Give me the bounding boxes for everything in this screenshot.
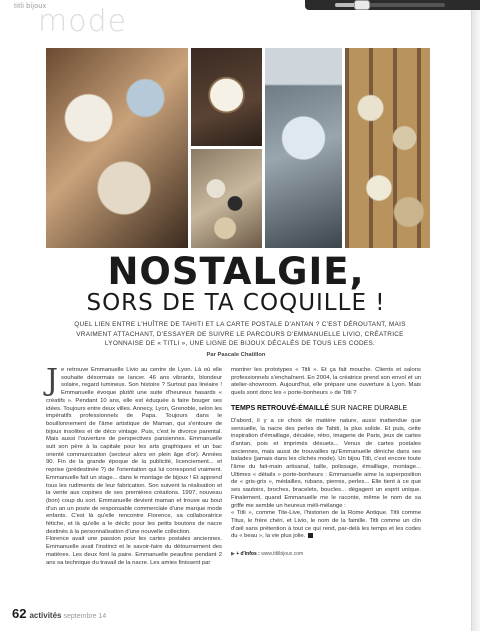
viewer-toolbar xyxy=(305,0,480,10)
zoom-slider[interactable] xyxy=(335,3,445,7)
page-edge xyxy=(472,0,480,631)
paragraph xyxy=(46,363,222,536)
page-number: 62 xyxy=(12,606,27,621)
info-label: + d'infos : xyxy=(236,551,260,558)
paragraph-text: e retrouve Emmanuelle Livio au centre de Lyon. Là où elle souhaite désormais se lancer. 46 ans vibrants, blondeur solaire, regard lumineux. Son histoire ? Surtout pas linéaire ! Emmanuelle évoque plutôt une suite d'heureux hasards « créatifs ». Pendant 10 ans, elle est éduquée à faire bouger ses idées. Toujours entre deux villes. Annecy, Lyon, Grenoble, selon les impératifs professionnels de Papa. Toujours dans le bouillonnement de l'âme artistique de Maman, qui s'entoure de bijoux insolites et de déco vintage. Puis, c'est le divorce parental. Mais aussi l'ouverture de perspectives parisiennes. Emmanuelle suit son père à la capitale pour les arts graphiques et un bac orienté communication (secteur alors en plein âge d'or). Années 90. Fin de la grande époque de la publicité, licenciement... et reprise (prédestinée ?) de l'orientation qui lui correspond vraiment. Emmanuelle fait un stage... dans le montage de bijoux ! Et apprend tous les rudiments de leur fabrication. Son suivent la réalisation et la vente aux copines de ses premières créations. 1997, nouveau (bon) coup du sort. Emmanuelle devient maman et trouve au bout d'un an un poste de responsable commerciale d'une marque mode enfants. C'est là qu'elle rencontre Florence, sa collaboratrice fétiche, et là qu'elle a le déclic pour les petits boutons de nacre destinés à la personnalisation d'une nouvelle collection. xyxy=(46,367,222,535)
info-line xyxy=(231,551,421,559)
paragraph: D'abord, il y a ce choix de matière nature, aussi inattendue que sensuelle, la nacre des perles de Tahiti, la plus solide. Et puis, cette inspiration d'émaillage, décalée, rétro, imagerie de Paris, jeux de cartes d'antan, pois et imprimés désuets... Venus de cartes postales anciennes, mais aussi de trouvailles qu'Emmanuelle déniche dans ses balades (jamais dans les clichés mode). Un bijou Titli, c'est encore toute l'âme du fait-main artisanal, taille, polissage, émaillage, montage... Ultimes « détails » porte-bonheurs : Emmanuelle aime la superposition de « gris-gris », médailles, rubans, pierres, perles... Elle tient à ce que ses sautoirs, broches, bracelets, boucles... dégagent un esprit unique. Finalement, quand Emmanuelle me le raconte, même le nom de sa griffe me semble un heureux méli-mélange : xyxy=(231,417,421,509)
article-lead: QUEL LIEN ENTRE L'HUÎTRE DE TAHITI ET LA CARTE POSTALE D'ANTAN ? C'EST DÉROUTANT, MAIS VRAIMENT ATTACHANT, D'ESSAYER DE SUIVRE LE PARCOURS D'EMMANUELLE LIVIO, CRÉATRICE LYONNAISE DE « TITLI », UNE LIGNE DE BIJOUX DÉCALÉS DE TOUS LES CODES. xyxy=(74,321,406,347)
photo-round-pendant xyxy=(191,48,262,146)
paragraph xyxy=(231,510,421,541)
info-url[interactable]: www.titlibijoux.com xyxy=(261,551,304,558)
rubric-big-label: mode xyxy=(38,4,128,39)
rubric-small-label: titli bijoux xyxy=(14,3,47,10)
photo-collage xyxy=(46,48,430,248)
page-footer xyxy=(12,605,106,623)
photo-hanging-pendants xyxy=(345,48,430,248)
body-column-left xyxy=(46,363,222,567)
paragraph: Florence avait une passion pour les cartes postales anciennes. Emmanuelle avait l'instinct et le savoir-faire du détournement des matières. Les deux font la paire. Emmanuelle peaufine pendant 2 ans sa technique du travail de la nacre. Les amies finissent par xyxy=(46,536,222,566)
end-square-icon xyxy=(308,533,313,538)
magazine-name: activités xyxy=(29,611,62,620)
paragraph-text: « Titli », comme Tite-Live, l'historien de la Rome Antique. Titli comme Titus, le frère chéri, et Livio, le nom de la famille. Titli comme un clin d'œil sans prétention à tout ce qui rend, par-delà les temps et les codes du « beau », la vie plus jolie. xyxy=(231,510,421,540)
drop-cap: J xyxy=(46,363,59,398)
photo-pendants-on-tray xyxy=(191,149,262,248)
article-byline: Par Pascale Chatillon xyxy=(206,352,266,358)
subhead-rest: SUR NACRE DURABLE xyxy=(330,404,408,412)
article-title: NOSTALGIE, xyxy=(107,250,365,293)
paragraph: montrer les prototypes « Titli ». Et ça fait mouche. Clients et salons professionnels s'enchaînent. En 2004, la créatrice prend son envol et un atelier-showroom. Aujourd'hui, elle prépare une ouverture à Lyon. Mais quels sont donc les « porte-bonheurs » de Titli ? xyxy=(231,367,421,397)
photo-square-pendant xyxy=(265,48,342,248)
arrow-icon: ▶ xyxy=(231,551,237,558)
section-subhead xyxy=(231,404,421,413)
subhead-bold: TEMPS RETROUVÉ-ÉMAILLÉ xyxy=(231,404,330,412)
zoom-slider-handle[interactable] xyxy=(354,0,370,10)
issue-date: septembre 14 xyxy=(63,613,107,620)
article-subtitle: SORS DE TA COQUILLE ! xyxy=(86,290,386,316)
photo-pendant-collection xyxy=(46,48,188,248)
body-column-right xyxy=(231,367,421,559)
